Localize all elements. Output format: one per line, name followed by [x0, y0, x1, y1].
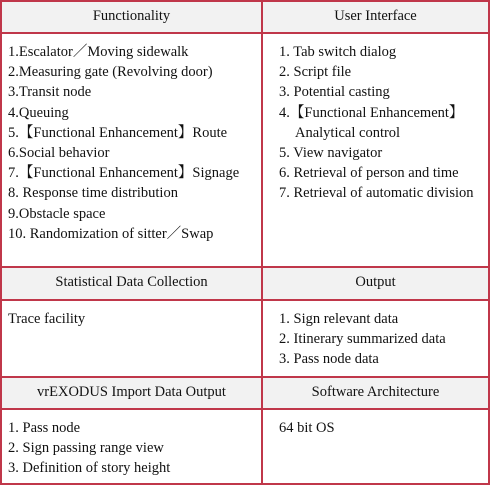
list-item: 4.Queuing — [8, 104, 69, 121]
output-header — [263, 268, 488, 301]
output-title: Output — [355, 274, 396, 290]
list-item: 5.【Functional Enhancement】Route — [8, 124, 228, 141]
functionality-list — [8, 42, 257, 244]
statistical-body — [2, 301, 263, 378]
functionality-title: Functionality — [92, 8, 171, 24]
user-interface-list — [279, 42, 484, 204]
architecture-title: Software Architecture — [311, 384, 440, 400]
list-item: 6. Retrieval of person and time — [279, 165, 459, 182]
list-item: 7.【Functional Enhancement】Signage — [8, 165, 240, 182]
list-item: 1. Pass node — [8, 420, 81, 436]
list-item: 3. Potential casting — [279, 84, 390, 101]
import-list — [8, 418, 257, 479]
list-item: 2. Sign passing range view — [8, 440, 164, 457]
list-item: 3.Transit node — [8, 84, 92, 101]
list-item: 2.Measuring gate (Revolving door) — [8, 64, 213, 81]
list-item: 4.【Functional Enhancement】 — [279, 104, 464, 121]
statistical-title: Statistical Data Collection — [55, 274, 208, 290]
list-item: 1. Sign relevant data — [279, 311, 399, 327]
list-item: 3. Definition of story height — [8, 460, 171, 477]
user-interface-body — [263, 34, 488, 268]
architecture-header — [263, 378, 488, 410]
functionality-header — [2, 2, 263, 34]
list-item: 8. Response time distribution — [8, 185, 178, 202]
list-item: 9.Obstacle space — [8, 205, 106, 222]
list-item: 1.Escalator／Moving sidewalk — [8, 44, 189, 60]
user-interface-title: User Interface — [334, 8, 417, 24]
output-body — [263, 301, 488, 378]
list-item: 1. Tab switch dialog — [279, 44, 397, 60]
list-item: Analytical control — [295, 124, 401, 141]
import-body — [2, 410, 263, 483]
architecture-body — [263, 410, 488, 483]
functionality-body — [2, 34, 263, 268]
list-item: 6.Social behavior — [8, 145, 110, 162]
statistical-item: Trace facility — [8, 311, 86, 327]
statistical-header — [2, 268, 263, 301]
architecture-item: 64 bit OS — [279, 420, 335, 436]
list-item: 5. View navigator — [279, 145, 383, 162]
output-list — [279, 309, 484, 370]
list-item: 10. Randomization of sitter／Swap — [8, 225, 214, 242]
import-title: vrEXODUS Import Data Output — [37, 384, 226, 400]
list-item: 3. Pass node data — [279, 351, 379, 368]
import-header — [2, 378, 263, 410]
list-item: 2. Script file — [279, 64, 352, 81]
list-item: 7. Retrieval of automatic division — [279, 185, 474, 202]
user-interface-header — [263, 2, 488, 34]
list-item: 2. Itinerary summarized data — [279, 331, 446, 348]
